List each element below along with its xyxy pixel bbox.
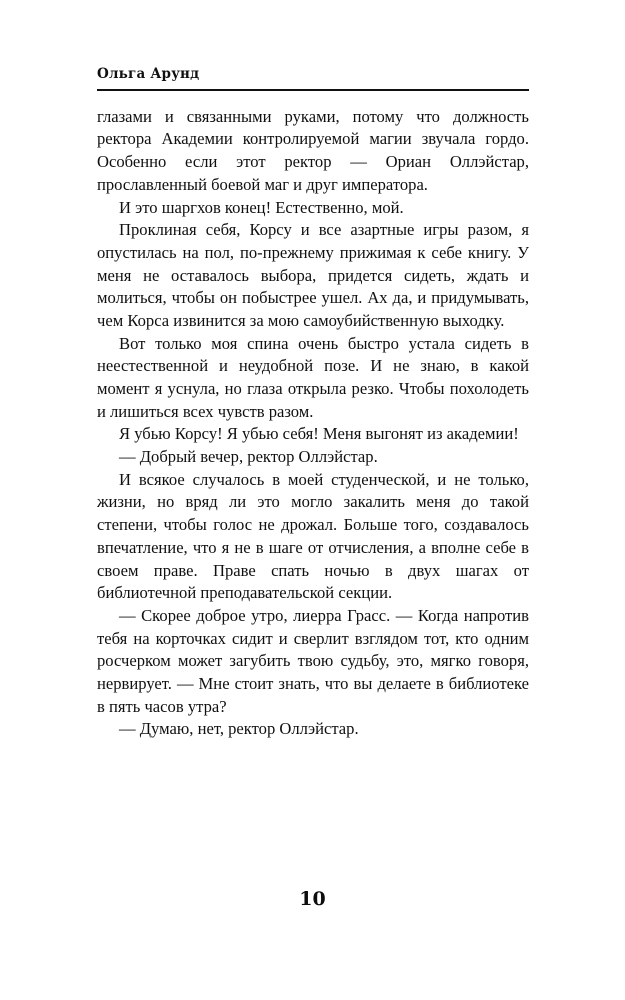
paragraph: Проклиная себя, Корсу и все азартные игры разом, я опустилась на пол, по-прежнему прижимая к себе книгу. У меня не оставалось выбора, придется сидеть, ждать и молиться, чтобы он побыстрее ушел. Ах да, и придумывать, чем Корса извинится за мою самоубийственную выходку. <box>97 220 529 330</box>
paragraph: — Добрый вечер, ректор Оллэйстар. <box>119 447 378 467</box>
page-content <box>97 66 529 741</box>
paragraph: глазами и связанными руками, потому что должность ректора Академии контролируемой магии звучала гордо. Особенно если этот ректор — Ориан Оллэйстар, прославленный боевой маг и друг императора. <box>97 106 529 194</box>
paragraph: И это шаргхов конец! Естественно, мой. <box>119 197 404 217</box>
page-number: 10 <box>299 888 326 910</box>
header-divider <box>97 89 529 91</box>
running-head: Ольга Арунд <box>97 66 200 82</box>
paragraph: Вот только моя спина очень быстро устала сидеть в неестественной и неудобной позе. И не знаю, в какой момент я уснула, но глаза открыла резко. Чтобы похолодеть и лишиться всех чувств разом. <box>97 333 529 421</box>
paragraph: И всякое случалось в моей студенческой, и не только, жизни, но вряд ли это могло закалить меня до такой степени, чтобы голос не дрожал. Больше того, создавалось впечатление, что я не в шаге от отчисления, а вполне себе в своем праве. Праве спать ночью в двух шагах от библиотечной преподавательской секции. <box>97 469 529 603</box>
paragraph: — Думаю, нет, ректор Оллэйстар. <box>119 719 359 739</box>
body-text <box>97 106 529 741</box>
paragraph: — Скорее доброе утро, лиерра Грасс. — Когда напротив тебя на корточках сидит и сверлит взглядом тот, кто одним росчерком может загубить твою судьбу, это, мягко говоря, нервирует. — Мне стоит знать, что вы делаете в библиотеке в пять часов утра? <box>97 605 529 716</box>
paragraph: Я убью Корсу! Я убью себя! Меня выгонят из академии! <box>119 424 519 444</box>
